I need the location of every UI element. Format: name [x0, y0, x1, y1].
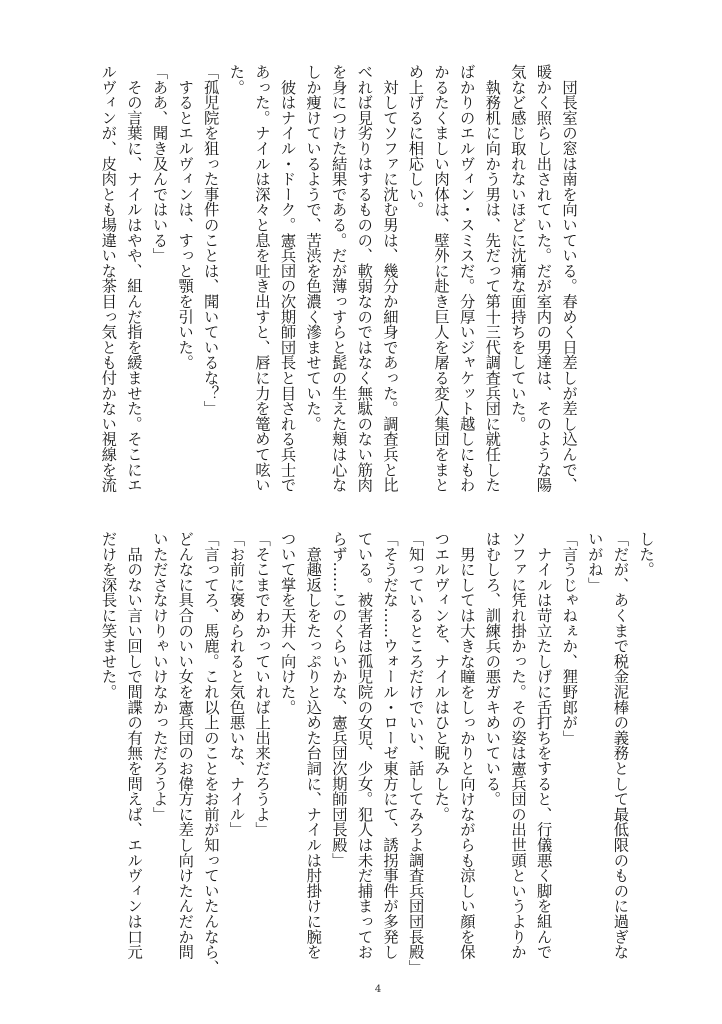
text-column: 意趣返しをたっぷりと込めた台詞に、ナイルは肘掛けに腕を [304, 531, 323, 960]
text-column: しか痩けているようで、苦渋を色濃く滲ませていた。 [304, 64, 323, 432]
text-column: 品のない言い回しで間諜の有無を問えば、エルヴィンは口元 [125, 531, 144, 960]
text-column: 「ああ、聞き及んではいる」 [150, 64, 169, 263]
text-column: 「知っているところだけでいい、話してみろよ調査兵団団長殿」 [406, 531, 425, 975]
text-column: 彼はナイル・ドーク。憲兵団の次期師団長と目される兵士で [278, 64, 297, 493]
text-column: 「だが、あくまで税金泥棒の義務として最低限のものに過ぎな [611, 531, 630, 960]
text-column: はむしろ、訓練兵の悪ガキめいている。 [483, 531, 502, 807]
lower-text-tier [95, 531, 658, 975]
text-column: た。 [227, 64, 246, 95]
text-column: 「そこまでわかっていれば上出来だろうよ」 [253, 531, 272, 837]
text-column: ばかりのエルヴィン・スミスだ。分厚いジャケット越しにもわ [457, 64, 476, 493]
text-column: ナイルは苛立たしげに舌打ちをすると、行儀悪く脚を組んで [534, 531, 553, 960]
text-column: かるたくましい肉体は、壁外に赴き巨人を屠る変人集団をまと [432, 64, 451, 493]
text-column: ている。被害者は孤児院の女児、少女。犯人は未だ捕まってお [355, 531, 374, 960]
text-column: ソファに凭れ掛かった。その姿は憲兵団の出世頭というよりか [509, 531, 528, 960]
text-column: 「お前に褒められると気色悪いな、ナイル」 [227, 531, 246, 837]
text-column: 団長室の窓は南を向いている。春めく日差しが差し込んで、 [560, 64, 578, 493]
text-column: 男にしては大きな瞳をしっかりと向けながらも涼しい顔を保 [457, 531, 476, 960]
text-column: いがね」 [585, 531, 604, 593]
text-column: 「孤児院を狙った事件のことは、聞いているな？」 [201, 64, 220, 416]
text-column: 「言うじゃねぇか、狸野郎が」 [560, 531, 579, 746]
text-column: 「そうだな……ウォール・ローゼ東方にて、誘拐事件が多発し [381, 531, 400, 960]
text-column: あった。ナイルは深々と息を吐き出すと、唇に力を篭めて呟い [252, 64, 271, 493]
text-column: 対してソファに沈む男は、幾分か細身であった。調査兵と比 [380, 64, 399, 493]
text-column: その言葉に、ナイルはやや、組んだ指を緩ませた。そこにエ [124, 64, 143, 493]
text-column: 「言ってろ、馬鹿。これ以上のことをお前が知っていたんなら、 [201, 531, 220, 975]
text-column: べれば見劣りはするものの、軟弱なのではなく無駄のない筋肉 [355, 64, 374, 493]
text-column: した。 [637, 531, 655, 577]
text-column: らず……このくらいかな、憲兵団次期師団長殿」 [329, 531, 348, 868]
text-column: め上げるに相応しい。 [406, 64, 425, 217]
text-column: どんなに具合のいい女を憲兵団のお偉方に差し向けたんだか問 [176, 531, 195, 960]
text-column: 気など感じ取れないほどに沈痛な面持ちをしていた。 [508, 64, 527, 432]
text-column: だけを深長に笑ませた。 [99, 531, 118, 700]
upper-text-tier [95, 64, 581, 492]
text-column: 執務机に向かう男は、先だって第十三代調査兵団に就任した [483, 64, 502, 493]
text-column: つエルヴィンを、ナイルはひと睨みした。 [432, 531, 451, 822]
text-column: を身につけた結果である。だが薄っすらと髭の生えた頬は心な [329, 64, 348, 493]
text-column: するとエルヴィンは、すっと顎を引いた。 [176, 64, 195, 370]
text-column: ついて掌を天井へ向けた。 [278, 531, 297, 715]
text-column: 暖かく照らし出されていた。だが室内の男達は、そのような陽 [534, 64, 553, 493]
text-column: ルヴィンが、皮肉とも場違いな茶目っ気とも付かない視線を流 [99, 64, 118, 493]
page-number: 4 [374, 984, 382, 995]
text-column: いたださなけりゃいけなかっただろうよ」 [150, 531, 169, 822]
